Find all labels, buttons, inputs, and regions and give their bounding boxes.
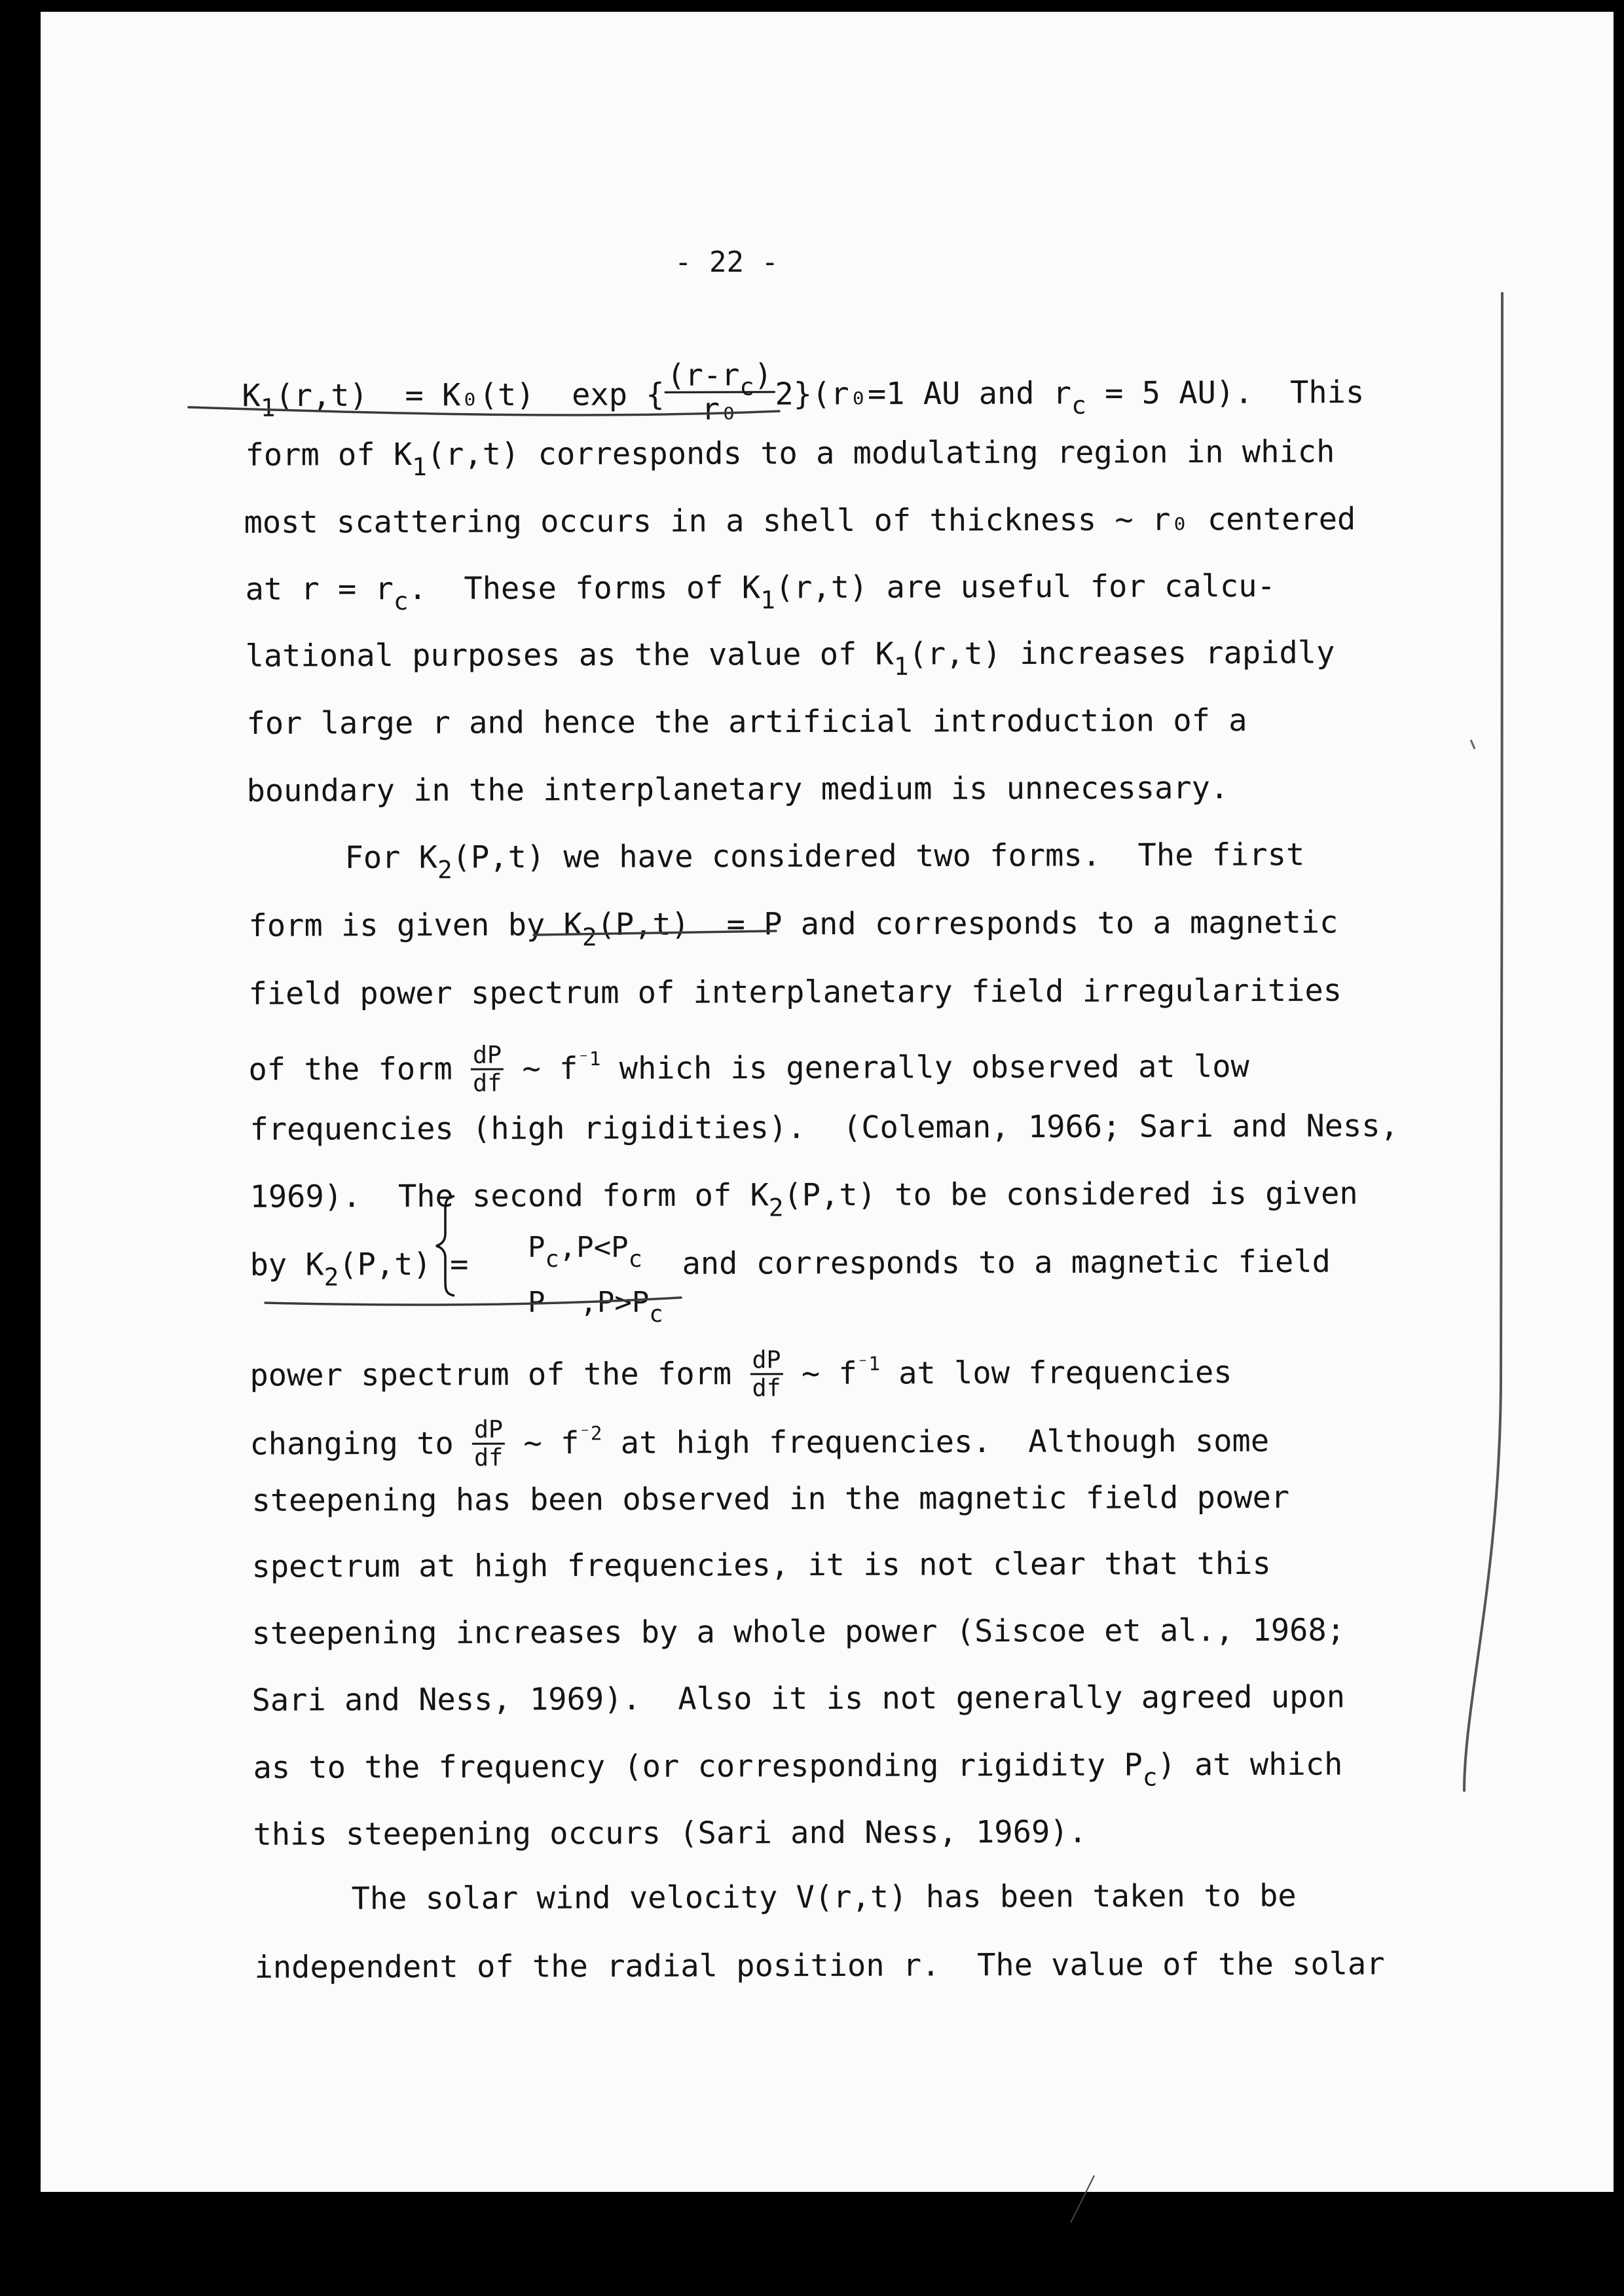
piecewise-case-1: $P_c,P<P_c$ — [527, 1231, 642, 1273]
text-line-3: most scattering occurs in a shell of thickness ∼ r₀ centered — [244, 501, 1356, 541]
text-line-21: as to the frequency (or corresponding rigidity $P_c$) at which — [253, 1746, 1343, 1792]
fraction-dp-df: $\frac{dP}{df}$ — [471, 1043, 504, 1095]
text-line-6: for large r and hence the artificial introduction of a — [246, 702, 1247, 742]
text-line-14-continued: and corresponds to a magnetic field — [682, 1243, 1331, 1282]
text-line-5: lational purposes as the value of $K_1(r,t)$ increases rapidly — [245, 634, 1335, 681]
text-line-13: 1969). The second form of $K_2(P,t)$ to be considered is given — [249, 1175, 1358, 1222]
fraction-r-minus-rc-over-r0: $\frac{(r-r_c)}{\text{r₀}}$ — [664, 359, 775, 424]
text-line-20: Sari and Ness, 1969). Also it is not generally agreed upon — [251, 1679, 1346, 1719]
left-brace-icon — [432, 1194, 458, 1298]
fraction-dp-df: $\frac{dP}{df}$ — [750, 1348, 783, 1400]
text-line-9: form is given by $K_2(P,t) = P$ and corresponds to a magnetic — [248, 904, 1338, 952]
page-number: - 22 - — [674, 246, 779, 279]
text-line-15: power spectrum of the form $\frac{dP}{df}$ ∼ $f^{^-1}$ at low frequencies — [249, 1345, 1232, 1402]
text-line-10: field power spectrum of interplanetary field irregularities — [248, 972, 1342, 1012]
fraction-dp-df: $\frac{dP}{df}$ — [472, 1417, 505, 1470]
text-line-2: form of $K_1(r,t)$ corresponds to a modulating region in which — [245, 433, 1335, 481]
text-line-19: steepening increases by a whole power (Siscoe et al., 1968; — [251, 1612, 1346, 1652]
text-line-23: The solar wind velocity V(r,t) has been taken to be — [351, 1878, 1297, 1917]
text-line-1: $K_1(r,t) = K_0(t)$ exp { $\frac{(r-r_c)}{\text{r₀}}$ 2}(r₀=1 AU and $r_c = 5$ AU). This — [242, 357, 1365, 427]
text-line-18: spectrum at high frequencies, it is not clear that this — [251, 1545, 1271, 1585]
text-line-14: by $K_2(P,t)$ = — [249, 1246, 469, 1292]
text-line-17: steepening has been observed in the magnetic field power — [251, 1479, 1290, 1519]
text-line-24: independent of the radial position r. The value of the solar — [254, 1946, 1385, 1986]
text-line-8: For $K_2(P,t)$ we have considered two forms. The first — [344, 837, 1305, 884]
text-line-11: of the form $\frac{dP}{df}$ ∼ $f^{^-1}$ which is generally observed at low — [248, 1040, 1249, 1098]
scan-background — [0, 2192, 1624, 2296]
formula-k1-symbol: K — [242, 378, 261, 414]
text-line-7: boundary in the interplanetary medium is unnecessary. — [246, 770, 1229, 809]
piecewise-case-2: P $,P>P_c$ — [527, 1286, 663, 1328]
text-line-16: changing to $\frac{dP}{df}$ ∼ $f^{^-2}$ at high frequencies. Although some — [249, 1415, 1270, 1472]
text-line-4: at $r = r_c$. These forms of $K_1(r,t)$ are useful for calcu- — [245, 568, 1276, 615]
text-line-22: this steepening occurs (Sari and Ness, 1969). — [253, 1813, 1087, 1853]
text-line-12: frequencies (high rigidities). (Coleman, 1966; Sari and Ness, — [249, 1108, 1399, 1148]
